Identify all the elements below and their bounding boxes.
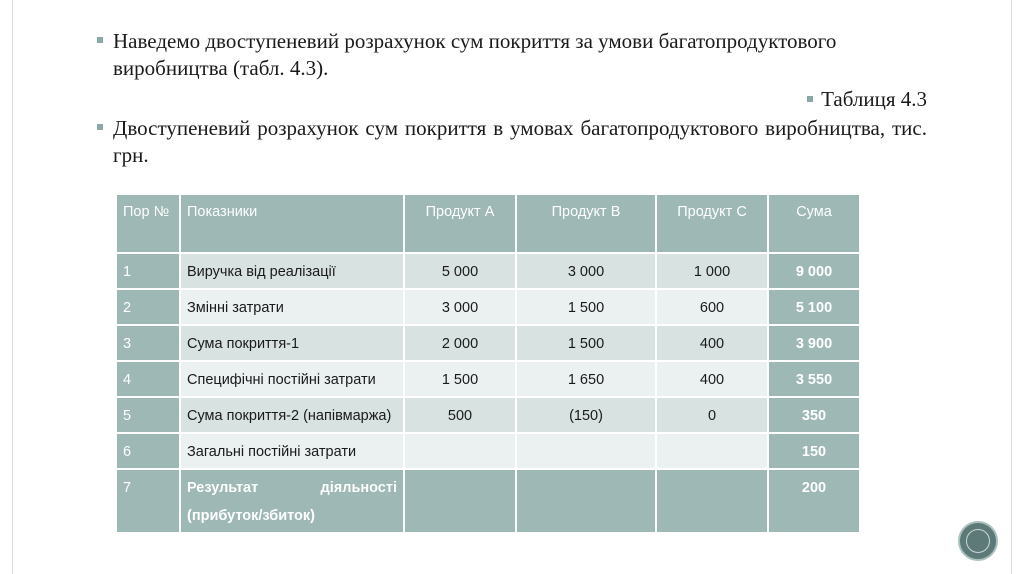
- row-sum: 9 000: [768, 253, 860, 289]
- slide-text: [97, 28, 927, 169]
- row-value-c: 600: [656, 289, 768, 325]
- row-value-b: 1 500: [516, 325, 656, 361]
- row-number: 5: [116, 397, 180, 433]
- row-value-b: (150): [516, 397, 656, 433]
- row-value-a: 500: [404, 397, 516, 433]
- table-row: [116, 325, 860, 361]
- slide-number-badge-icon: [958, 521, 998, 561]
- row-number: 7: [116, 469, 180, 533]
- row-number: 3: [116, 325, 180, 361]
- row-sum: 200: [768, 469, 860, 533]
- row-number: 6: [116, 433, 180, 469]
- header-sum: Сума: [768, 194, 860, 253]
- row-number: 1: [116, 253, 180, 289]
- table-row: [116, 361, 860, 397]
- row-sum: 350: [768, 397, 860, 433]
- header-indicator: Показники: [180, 194, 404, 253]
- row-indicator: Загальні постійні затрати: [180, 433, 404, 469]
- row-number: 2: [116, 289, 180, 325]
- table-caption-text: Таблиця 4.3: [821, 87, 927, 111]
- square-bullet-icon: [97, 37, 103, 43]
- table-caption: [97, 86, 927, 113]
- table-row: [116, 469, 860, 533]
- table-row: [116, 253, 860, 289]
- row-value-a: 3 000: [404, 289, 516, 325]
- header-product-a: Продукт А: [404, 194, 516, 253]
- row-number: 4: [116, 361, 180, 397]
- right-border-line: [1011, 0, 1012, 574]
- row-indicator: Сума покриття-1: [180, 325, 404, 361]
- row-value-c: 400: [656, 325, 768, 361]
- table-row: [116, 397, 860, 433]
- row-indicator: Результат діяльності (прибуток/збиток): [180, 469, 404, 533]
- table-title-text: Двоступеневий розрахунок сум покриття в умовах багатопродуктового виробництва, тис. грн.: [113, 116, 927, 167]
- row-value-b: 1 500: [516, 289, 656, 325]
- table-header-row: [116, 194, 860, 253]
- header-product-b: Продукт В: [516, 194, 656, 253]
- row-value-b: 3 000: [516, 253, 656, 289]
- row-value-b: 1 650: [516, 361, 656, 397]
- row-value-c: 1 000: [656, 253, 768, 289]
- row-value-c: [656, 469, 768, 533]
- header-product-c: Продукт С: [656, 194, 768, 253]
- row-sum: 150: [768, 433, 860, 469]
- row-value-c: 400: [656, 361, 768, 397]
- row-indicator: Специфічні постійні затрати: [180, 361, 404, 397]
- intro-text: Наведемо двоступеневий розрахунок сум покриття за умови багатопродуктового виробництва (табл. 4.3).: [113, 29, 837, 80]
- row-indicator: Змінні затрати: [180, 289, 404, 325]
- table-row: [116, 289, 860, 325]
- row-indicator: Виручка від реалізації: [180, 253, 404, 289]
- coverage-table: [115, 193, 861, 534]
- row-value-c: [656, 433, 768, 469]
- row-sum: 5 100: [768, 289, 860, 325]
- row-sum: 3 550: [768, 361, 860, 397]
- row-value-b: [516, 433, 656, 469]
- row-value-b: [516, 469, 656, 533]
- row-value-a: 5 000: [404, 253, 516, 289]
- row-value-a: [404, 433, 516, 469]
- row-value-a: [404, 469, 516, 533]
- row-value-a: 2 000: [404, 325, 516, 361]
- header-no: Пор №: [116, 194, 180, 253]
- row-value-c: 0: [656, 397, 768, 433]
- row-value-a: 1 500: [404, 361, 516, 397]
- row-sum: 3 900: [768, 325, 860, 361]
- table-title-paragraph: [97, 115, 927, 169]
- table-row: [116, 433, 860, 469]
- intro-paragraph: [97, 28, 927, 82]
- square-bullet-icon: [97, 124, 103, 130]
- square-bullet-icon: [807, 96, 813, 102]
- row-indicator: Сума покриття-2 (напівмаржа): [180, 397, 404, 433]
- left-border-line: [12, 0, 13, 574]
